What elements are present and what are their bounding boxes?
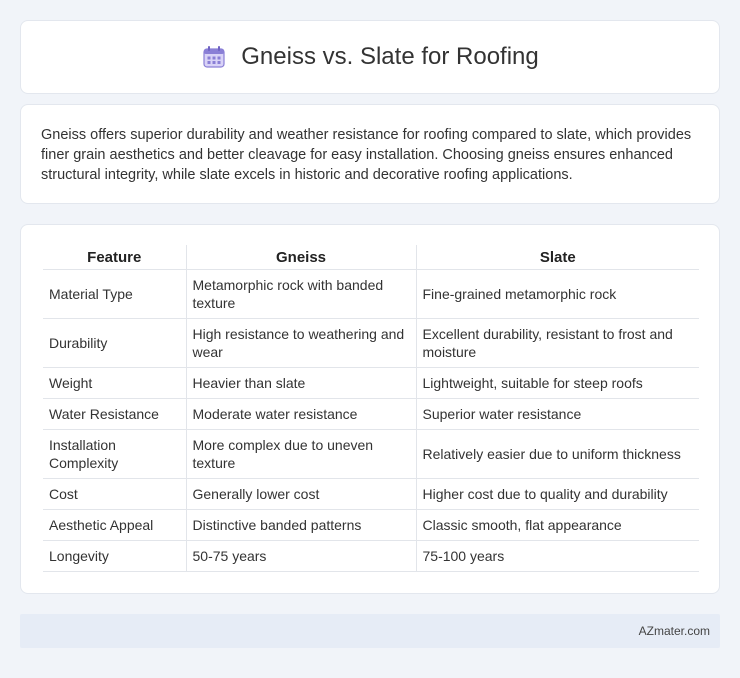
cell-slate: Superior water resistance bbox=[416, 398, 699, 429]
cell-feature: Water Resistance bbox=[43, 398, 186, 429]
table-row bbox=[43, 509, 699, 540]
cell-gneiss: More complex due to uneven texture bbox=[186, 429, 416, 478]
header-slate: Slate bbox=[416, 245, 699, 269]
table-row bbox=[43, 318, 699, 367]
comparison-table-card bbox=[20, 224, 720, 594]
cell-slate: Higher cost due to quality and durability bbox=[416, 478, 699, 509]
cell-gneiss: Distinctive banded patterns bbox=[186, 509, 416, 540]
table-row bbox=[43, 429, 699, 478]
cell-slate: Fine-grained metamorphic rock bbox=[416, 269, 699, 318]
table-header-row bbox=[43, 245, 699, 269]
table-row bbox=[43, 269, 699, 318]
comparison-table bbox=[43, 245, 699, 572]
cell-gneiss: Generally lower cost bbox=[186, 478, 416, 509]
footer-bar bbox=[20, 614, 720, 648]
cell-gneiss: High resistance to weathering and wear bbox=[186, 318, 416, 367]
cell-slate: Lightweight, suitable for steep roofs bbox=[416, 367, 699, 398]
cell-feature: Weight bbox=[43, 367, 186, 398]
page-title: Gneiss vs. Slate for Roofing bbox=[241, 43, 539, 70]
title-wrap bbox=[201, 43, 538, 71]
summary-card bbox=[20, 104, 720, 204]
header-card bbox=[20, 20, 720, 94]
cell-slate: Excellent durability, resistant to frost and moisture bbox=[416, 318, 699, 367]
header-gneiss: Gneiss bbox=[186, 245, 416, 269]
cell-feature: Aesthetic Appeal bbox=[43, 509, 186, 540]
cell-slate: Classic smooth, flat appearance bbox=[416, 509, 699, 540]
header-feature: Feature bbox=[43, 245, 186, 269]
cell-feature: Longevity bbox=[43, 540, 186, 571]
cell-feature: Cost bbox=[43, 478, 186, 509]
cell-gneiss: 50-75 years bbox=[186, 540, 416, 571]
cell-slate: Relatively easier due to uniform thickness bbox=[416, 429, 699, 478]
table-row bbox=[43, 478, 699, 509]
cell-feature: Installation Complexity bbox=[43, 429, 186, 478]
table-row bbox=[43, 367, 699, 398]
table-row bbox=[43, 398, 699, 429]
summary-text: Gneiss offers superior durability and weather resistance for roofing compared to slate, which provides finer grain aesthetics and better cleavage for easy installation. Choosing gneiss ensures enhanced structural integrity, while slate excels in historic and decorative roofing applications. bbox=[41, 127, 692, 183]
cell-feature: Durability bbox=[43, 318, 186, 367]
calendar-icon bbox=[201, 44, 227, 70]
table-row bbox=[43, 540, 699, 571]
cell-gneiss: Metamorphic rock with banded texture bbox=[186, 269, 416, 318]
cell-gneiss: Moderate water resistance bbox=[186, 398, 416, 429]
cell-slate: 75-100 years bbox=[416, 540, 699, 571]
cell-gneiss: Heavier than slate bbox=[186, 367, 416, 398]
cell-feature: Material Type bbox=[43, 269, 186, 318]
footer-site-link[interactable]: AZmater.com bbox=[638, 624, 710, 638]
